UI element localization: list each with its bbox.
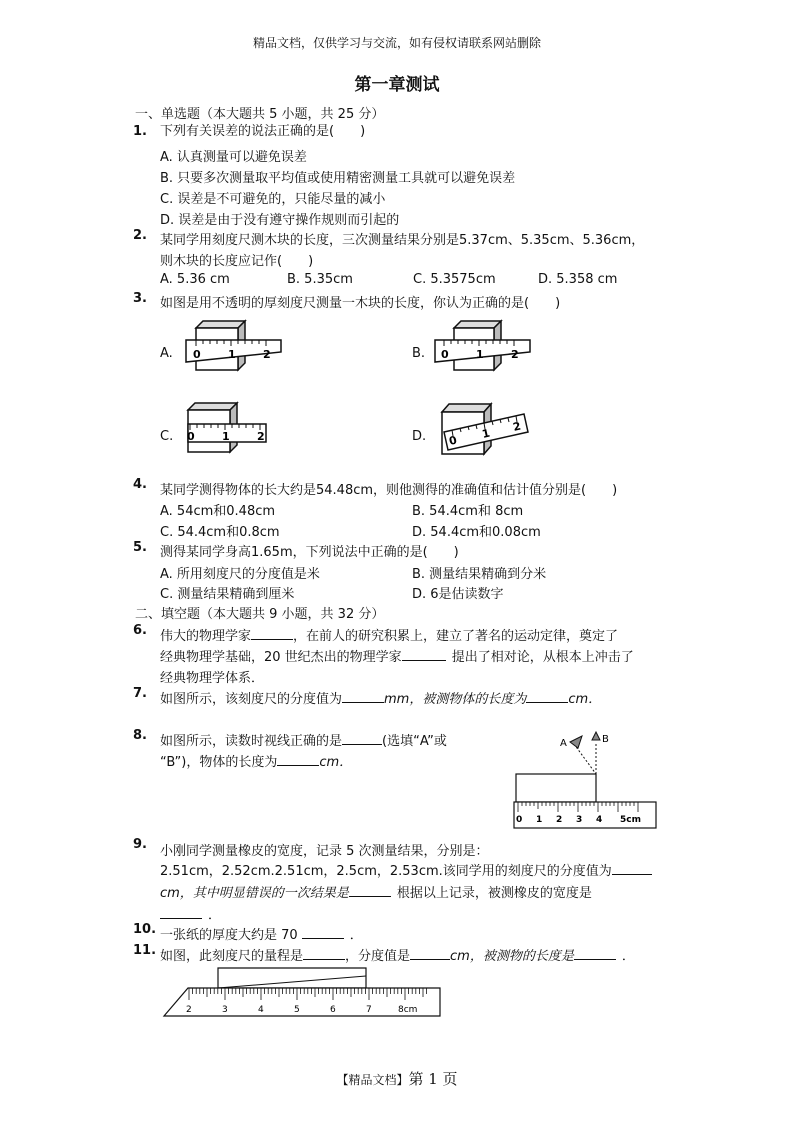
footer-prefix: 【精品文档】 <box>336 1073 409 1087</box>
q7-b: mm，被测物体的长度为 <box>384 692 527 707</box>
q3d-tick-0: 0 <box>447 433 459 448</box>
q11-tick-7: 7 <box>366 1005 372 1015</box>
q4-number: 4. <box>133 477 147 492</box>
q11-tick-8: 8cm <box>398 1005 418 1015</box>
q10-number: 10. <box>133 922 157 937</box>
q7-number: 7. <box>133 686 147 701</box>
q4-text: 某同学测得物体的长大约是54.48cm，则他测得的准确值和估计值分别是( ) <box>160 483 618 498</box>
q8-label-b: B <box>602 734 609 745</box>
q6-blank-1[interactable] <box>251 627 293 640</box>
q3-figure-c <box>182 400 272 458</box>
q9-line1: 小刚同学测量橡皮的宽度，记录 5 次测量结果，分别是： <box>160 844 489 859</box>
q8-line2 <box>160 751 352 770</box>
q8-blank-1[interactable] <box>342 732 382 745</box>
q3d-tick-2: 2 <box>511 419 523 434</box>
q8-tick-0: 0 <box>516 815 523 825</box>
q6-line2-b: 提出了相对论，从根本上冲击了 <box>451 650 634 665</box>
q7-blank-2[interactable] <box>526 690 568 703</box>
q5-number: 5. <box>133 540 147 555</box>
q1-option-b: B. 只要多次测量取平均值或使用精密测量工具就可以避免误差 <box>160 171 516 186</box>
q3a-tick-1: 1 <box>228 348 236 361</box>
q11-number: 11. <box>133 943 157 958</box>
q11-a: 如图，此刻度尺的量程是 <box>160 949 304 964</box>
q6-blank-2[interactable] <box>402 648 446 661</box>
q7-c: cm． <box>568 692 602 707</box>
q11-tick-3: 3 <box>222 1005 228 1015</box>
q2-option-d: D. 5.358 cm <box>538 272 618 287</box>
q11-blank-1[interactable] <box>303 947 345 960</box>
q9-line3-b: 根据以上记录，被测橡皮的宽度是 <box>396 886 592 901</box>
q8-number: 8. <box>133 728 147 743</box>
q3-label-c: C. <box>160 429 174 444</box>
q3d-tick-1: 1 <box>480 426 492 441</box>
q6-line2-a: 经典物理学基础，20 世纪杰出的物理学家 <box>160 650 402 665</box>
q2-option-a: A. 5.36 cm <box>160 272 230 287</box>
q3-text: 如图是用不透明的厚刻度尺测量一木块的长度，你认为正确的是( ) <box>160 296 561 311</box>
q10-text <box>160 924 363 943</box>
q11-tick-6: 6 <box>330 1005 336 1015</box>
q3b-tick-2: 2 <box>511 348 519 361</box>
q6-line3: 经典物理学体系． <box>160 671 265 686</box>
q4-option-a: A. 54cm和0.48cm <box>160 504 276 519</box>
q4-option-d: D. 54.4cm和0.08cm <box>412 525 541 540</box>
q11-figure <box>160 966 446 1022</box>
q11-text <box>160 945 635 964</box>
q11-b: ，分度值是 <box>345 949 411 964</box>
q5-option-b: B. 测量结果精确到分米 <box>412 567 547 582</box>
q3c-tick-2: 2 <box>257 430 265 443</box>
q2-line2: 则木块的长度应记作( ) <box>160 254 314 269</box>
footer-page: 第 1 页 <box>408 1070 458 1088</box>
q10-b: ． <box>349 928 363 943</box>
q9-line3 <box>160 882 592 901</box>
q8-d: cm． <box>319 755 353 770</box>
q8-c: “B”)，物体的长度为 <box>160 755 278 770</box>
q3c-tick-1: 1 <box>222 430 230 443</box>
q11-tick-5: 5 <box>294 1005 300 1015</box>
q3a-tick-0: 0 <box>193 348 201 361</box>
q3-figure-a <box>183 318 285 380</box>
section-2-heading: 二、填空题（本大题共 9 小题，共 32 分） <box>135 607 385 622</box>
q3c-tick-0: 0 <box>187 430 195 443</box>
q9-blank-3[interactable] <box>160 906 202 919</box>
q11-d: ． <box>621 949 635 964</box>
q8-tick-2: 2 <box>556 815 563 825</box>
q2-option-c: C. 5.3575cm <box>413 272 496 287</box>
q6-line1-a: 伟大的物理学家 <box>160 629 252 644</box>
q6-number: 6. <box>133 623 147 638</box>
q6-line1 <box>160 625 618 644</box>
q11-c: cm，被测物的长度是 <box>450 949 574 964</box>
q8-tick-4: 4 <box>596 815 603 825</box>
q2-number: 2. <box>133 228 147 243</box>
q2-line1: 某同学用刻度尺测木块的长度，三次测量结果分别是5.37cm、5.35cm、5.36cm， <box>160 233 645 248</box>
q9-number: 9. <box>133 837 147 852</box>
q7-text <box>160 688 601 707</box>
q7-blank-1[interactable] <box>342 690 384 703</box>
q11-tick-2: 2 <box>186 1005 192 1015</box>
q8-b: (选填“A”或 <box>382 734 447 749</box>
q1-number: 1. <box>133 124 147 139</box>
q9-line4 <box>160 904 221 923</box>
q1-option-a: A. 认真测量可以避免误差 <box>160 150 307 165</box>
q4-option-c: C. 54.4cm和0.8cm <box>160 525 280 540</box>
q9-blank-1[interactable] <box>612 862 652 875</box>
q8-a: 如图所示，读数时视线正确的是 <box>160 734 343 749</box>
q3b-tick-1: 1 <box>476 348 484 361</box>
q4-option-b: B. 54.4cm和 8cm <box>412 504 524 519</box>
q8-figure <box>512 726 658 834</box>
q11-blank-3[interactable] <box>574 947 616 960</box>
page-footer <box>0 1068 794 1089</box>
q9-line4-text: ． <box>208 908 222 923</box>
q11-blank-2[interactable] <box>410 947 450 960</box>
q3-label-d: D. <box>412 429 427 444</box>
q5-option-c: C. 测量结果精确到厘米 <box>160 587 295 602</box>
q5-option-d: D. 6是估读数字 <box>412 587 504 602</box>
q3-label-a: A. <box>160 346 173 361</box>
page-title: 第一章测试 <box>354 75 440 95</box>
q8-tick-1: 1 <box>536 815 543 825</box>
q3-number: 3. <box>133 291 147 306</box>
q5-option-a: A. 所用刻度尺的分度值是米 <box>160 567 320 582</box>
q3-figure-b <box>432 318 534 380</box>
q3-label-b: B. <box>412 346 426 361</box>
page-header: 精品文档，仅供学习与交流，如有侵权请联系网站删除 <box>252 36 541 50</box>
q9-line3-a: cm，其中明显错误的一次结果是 <box>160 886 349 901</box>
q8-line1 <box>160 730 447 749</box>
q2-option-b: B. 5.35cm <box>287 272 353 287</box>
q8-label-a: A <box>560 738 567 749</box>
q10-blank[interactable] <box>302 926 344 939</box>
q9-line2-a: 2.51cm，2.52cm.2.51cm，2.5cm，2.53cm.该同学用的刻度尺的分度值为 <box>160 864 612 879</box>
q8-tick-3: 3 <box>576 815 583 825</box>
q1-option-c: C. 误差是不可避免的，只能尽量的减小 <box>160 192 386 207</box>
q8-blank-2[interactable] <box>277 753 319 766</box>
q7-a: 如图所示，该刻度尺的分度值为 <box>160 692 343 707</box>
q6-line1-b: ，在前人的研究积累上，建立了著名的运动定律，奠定了 <box>293 629 619 644</box>
q9-line2 <box>160 860 652 879</box>
q11-tick-4: 4 <box>258 1005 264 1015</box>
q6-line2 <box>160 646 634 665</box>
q8-tick-5: 5cm <box>620 815 641 825</box>
q10-a: 一张纸的厚度大约是 70 <box>160 928 298 943</box>
q9-blank-2[interactable] <box>349 884 391 897</box>
q1-option-d: D. 误差是由于没有遵守操作规则而引起的 <box>160 213 400 228</box>
section-1-heading: 一、单选题（本大题共 5 小题，共 25 分） <box>135 107 385 122</box>
q3-figure-d <box>436 398 530 464</box>
q1-text: 下列有关误差的说法正确的是( ) <box>160 124 366 139</box>
q3a-tick-2: 2 <box>263 348 271 361</box>
q3b-tick-0: 0 <box>441 348 449 361</box>
q5-text: 测得某同学身高1.65m，下列说法中正确的是( ) <box>160 545 459 560</box>
